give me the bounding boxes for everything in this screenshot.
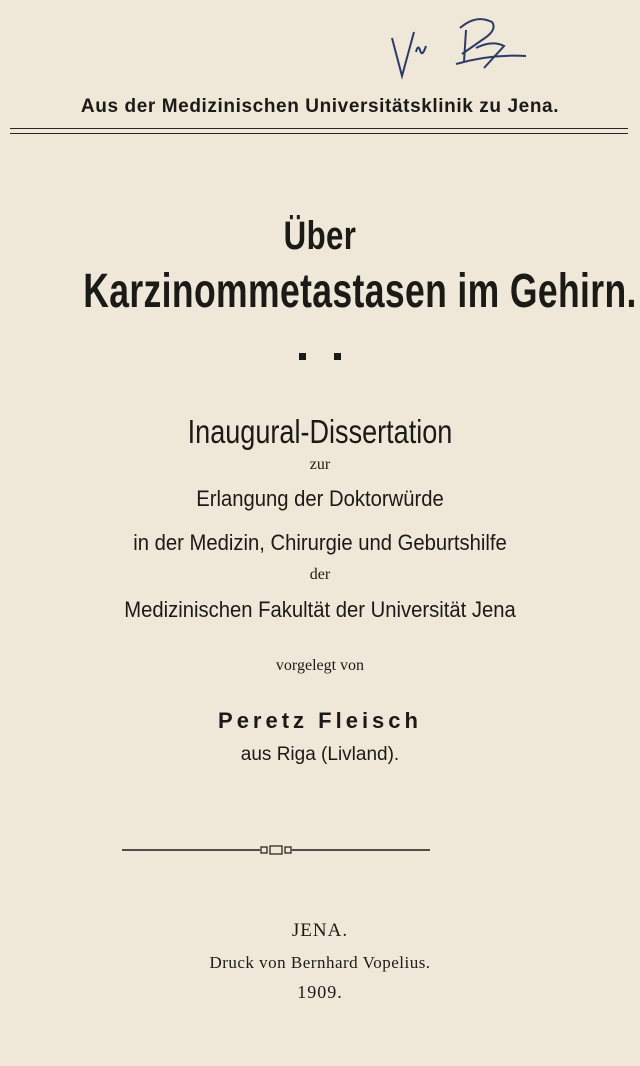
dissertation-line-3: Medizinischen Fakultät der Universität Jena [124, 597, 516, 622]
handwritten-signature [380, 8, 540, 88]
imprint-printer: Druck von Bernhard Vopelius. [209, 953, 431, 972]
title-line-1: Über [283, 214, 357, 258]
presented-by: vorgelegt von [275, 657, 365, 674]
title-line-2: Karzinommetastasen im Gehirn. [83, 265, 637, 318]
dissertation-line-1: Erlangung der Doktorwürde [196, 486, 444, 511]
divider-ornament [122, 845, 430, 855]
dissertation-heading: Inaugural-Dissertation [187, 413, 453, 450]
header-rule [10, 128, 628, 129]
dissertation-der: der [309, 566, 331, 583]
institution-header: Aus der Medizinischen Universitätsklinik zu Jena. [80, 96, 560, 117]
author-origin: aus Riga (Livland). [240, 744, 400, 765]
dissertation-line-2: in der Medizin, Chirurgie und Geburtshilfe [133, 530, 507, 555]
title-ornament [0, 347, 640, 365]
dissertation-zur: zur [309, 456, 331, 473]
square-bullet-icon [334, 353, 341, 360]
square-bullet-icon [299, 353, 306, 360]
header-rule [10, 133, 628, 134]
author-name: Peretz Fleisch [218, 708, 422, 733]
imprint-city: JENA. [291, 920, 349, 941]
imprint-year: 1909. [297, 982, 343, 1002]
